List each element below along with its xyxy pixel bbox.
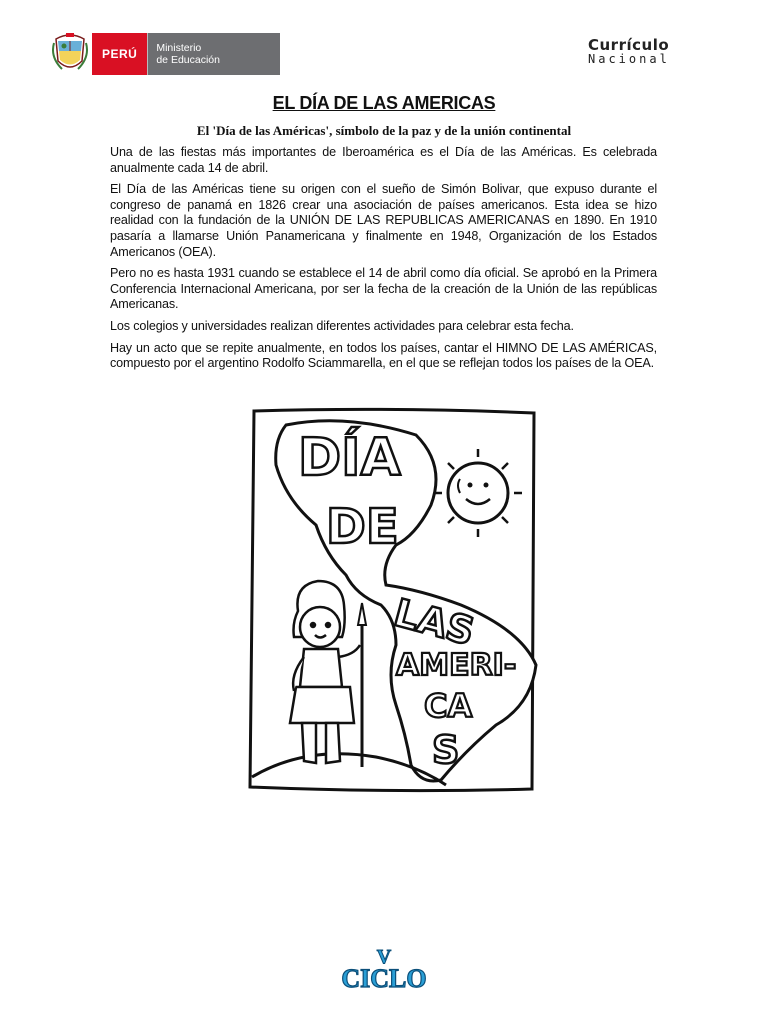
ministry-line-1: Ministerio	[156, 42, 202, 54]
ciclo-word: CICLO	[341, 964, 427, 993]
curriculo-nacional-logo	[588, 36, 688, 66]
coloring-illustration	[246, 405, 538, 793]
peru-coat-of-arms-icon	[52, 33, 88, 75]
ministry-line-2: de Educación	[156, 54, 220, 66]
paragraph-3: Pero no es hasta 1931 cuando se establece el 14 de abril como día oficial. Se aprobó en la Primera Conferencia Internacional Americana, por ser la fecha de la creación de la Unión de las repúblicas Americanas.	[110, 266, 657, 312]
page-subtitle: El 'Día de las Américas', símbolo de la paz y de la unión continental	[196, 123, 572, 138]
ciclo-logo	[330, 945, 438, 993]
paragraph-1: Una de las fiestas más importantes de Iberoamérica es el Día de las Américas. Es celebrada anualmente cada 14 de abril.	[110, 145, 657, 175]
word-ameri: AMERI-	[396, 648, 517, 683]
page-header	[0, 0, 768, 90]
paragraph-5: Hay un acto que se repite anualmente, en todos los países, cantar el HIMNO DE LAS AMÉRICAS, compuesto por el argentino Rodolfo Sciammarella, en el que se reflejan todos los países de la OEA.	[110, 340, 657, 371]
page-title: EL DÍA DE LAS AMERICAS	[272, 93, 496, 113]
word-dia: DÍA	[298, 428, 401, 488]
word-las: LAS	[389, 590, 480, 654]
word-s: S	[432, 728, 460, 772]
word-ca: CA	[424, 687, 473, 725]
paragraph-2: El Día de las Américas tiene su origen con el sueño de Simón Bolivar, que expuso durante el congreso de panamá en 1826 crear una asociación de países americanos. Esta idea se hizo realidad con la fundación de la UNIÓN DE LAS REPUBLICAS AMERICANAS en 1890. En 1910 pasaría a llamarse Unión Panamericana y finalmente en 1948, Organización de los Estados Americanos (OEA).	[110, 182, 657, 259]
ciclo-v-letter: V	[376, 946, 392, 968]
ministry-logo	[52, 33, 280, 75]
curriculo-word: Currículo	[588, 36, 670, 54]
ministry-name	[147, 33, 280, 75]
word-de: DE	[326, 499, 399, 555]
paragraph-4: Los colegios y universidades realizan diferentes actividades para celebrar esta fecha.	[110, 318, 574, 333]
peru-label: PERÚ	[92, 33, 147, 75]
nacional-word: Nacional	[588, 52, 670, 66]
article-body	[110, 145, 657, 378]
